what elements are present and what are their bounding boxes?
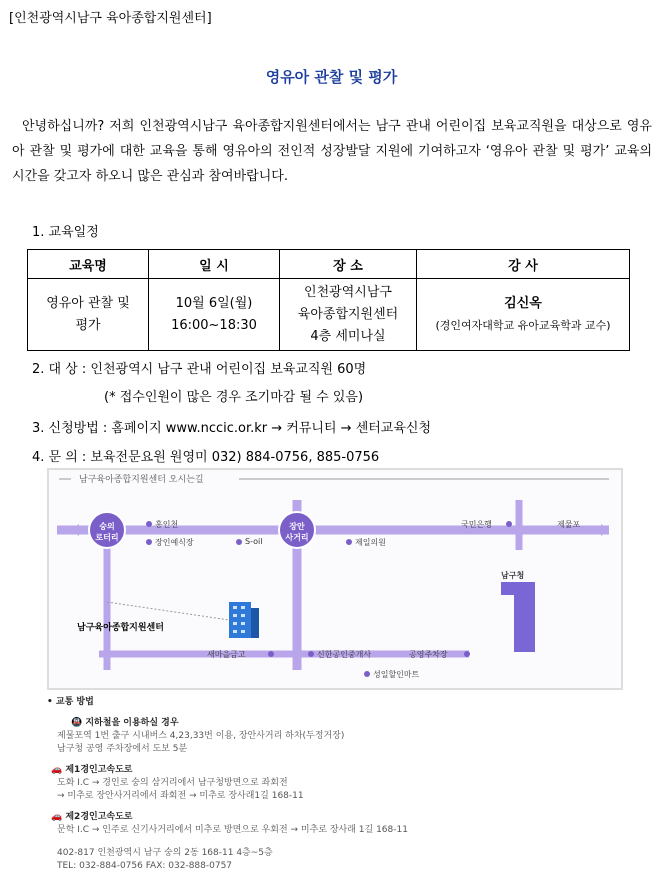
car-icon: 🚗 xyxy=(51,765,63,775)
map-rotary: 숭의 로터리 xyxy=(95,522,119,542)
place-line1: 인천광역시남구 xyxy=(304,284,392,300)
section-contact: 4. 문 의 : 보육전문요원 원영미 032) 884-0756, 885-0756 xyxy=(32,450,380,465)
subway-head-text: 지하철을 이용하실 경우 xyxy=(85,718,179,728)
hw1-heading xyxy=(47,764,619,777)
location-map xyxy=(47,468,623,690)
map-hongincheon: 홍인천 xyxy=(155,520,179,529)
car-icon: 🚗 xyxy=(51,812,63,822)
hw1-line2: → 미추로 장안사거리에서 좌회전 → 미추로 장사래1길 168-11 xyxy=(57,791,304,801)
th-datetime: 일 시 xyxy=(149,250,280,279)
intro-text: 안녕하십니까? 저희 인천광역시남구 육아종합지원센터에서는 남구 관내 어린이집 보육교직원을 대상으로 영유아 관찰 및 평가에 대한 교육을 통해 영유아의 전인적 성장발달 지원에 기여하고자 ‘영유아 관찰 및 평가’ 교육의 시간을 갖고자 하오니 많은 관심과 참여바랍니다. xyxy=(12,119,652,184)
hw2-head-text: 제2경인고속도로 xyxy=(65,812,133,822)
place-line2: 육아종합지원센터 xyxy=(297,306,399,322)
lecturer-affiliation: (경인여자대학교 유아교육학과 교수) xyxy=(435,318,611,332)
map-jeil: 제일의원 xyxy=(355,538,386,547)
table-header-row xyxy=(28,250,630,279)
map-kookmin: 국민은행 xyxy=(461,520,492,529)
transport-section xyxy=(47,696,619,873)
address-line: 402-817 인천광역시 남구 숭의 2동 168-11 4층~5층 xyxy=(57,848,273,858)
subway-icon: 🚇 xyxy=(71,718,83,728)
map-mart: 성일할인마트 xyxy=(373,670,420,679)
section-apply: 3. 신청방법 : 홈페이지 www.nccic.or.kr → 커뮤니티 → 센터교육신청 xyxy=(32,421,432,436)
cell-lecturer xyxy=(417,279,630,351)
section-schedule-heading: 1. 교육일정 xyxy=(32,225,99,240)
page-title: 영유아 관찰 및 평가 xyxy=(265,68,398,86)
section-target-note: (* 접수인원이 많은 경우 조기마감 될 수 있음) xyxy=(104,390,364,405)
map-shinhan: 신한공인중개사 xyxy=(317,650,372,659)
th-place: 장 소 xyxy=(280,250,417,279)
map-sagori: 장안 사거리 xyxy=(285,522,309,542)
map-parking: 공영주차장 xyxy=(409,650,448,659)
subway-line2: 남구청 공영 주차장에서 도보 5분 xyxy=(57,744,188,754)
map-jangan-wedding: 장인예식장 xyxy=(155,538,194,547)
th-lecturer: 강 사 xyxy=(417,250,630,279)
map-namgu-office: 남구청 xyxy=(501,571,525,580)
date-line2: 16:00~18:30 xyxy=(171,317,257,333)
place-line3: 4층 세미나실 xyxy=(310,328,386,344)
course-line2: 평가 xyxy=(75,317,101,333)
section-target: 2. 대 상 : 인천광역시 남구 관내 어린이집 보육교직원 60명 xyxy=(32,362,367,377)
cell-course xyxy=(28,279,149,351)
map-soil: S-oil xyxy=(245,537,263,546)
hw2-line1: 문학 I.C → 인주로 신기사거리에서 미추로 방면으로 우회전 → 미추로 장사래 1길 168-11 xyxy=(57,825,408,835)
hw1-head-text: 제1경인고속도로 xyxy=(65,765,133,775)
tel-line: TEL: 032-884-0756 FAX: 032-888-0757 xyxy=(57,861,233,871)
cell-place xyxy=(280,279,417,351)
hw2-heading xyxy=(47,811,619,824)
transport-title: • 교통 방법 xyxy=(47,697,94,707)
map-jewelpo: 제물포 xyxy=(557,520,581,529)
table-row xyxy=(28,279,630,351)
hw1-line1: 도화 I.C → 경인로 숭의 삼거리에서 남구청방면으로 좌회전 xyxy=(57,778,288,788)
lecturer-name: 김신옥 xyxy=(504,295,542,311)
intro-paragraph xyxy=(12,114,652,189)
cell-datetime xyxy=(149,279,280,351)
map-center: 남구육아종합지원센터 xyxy=(77,623,164,633)
subway-heading xyxy=(47,717,619,730)
map-title: 남구육아종합지원센터 오시는길 xyxy=(79,475,204,485)
th-course: 교육명 xyxy=(28,250,149,279)
schedule-table xyxy=(27,249,630,351)
course-line1: 영유아 관찰 및 xyxy=(46,295,130,311)
date-line1: 10월 6일(월) xyxy=(175,295,253,311)
header-label: [인천광역시남구 육아종합지원센터] xyxy=(9,11,212,26)
subway-line1: 제물포역 1번 출구 시내버스 4,23,33번 이용, 장안사거리 하차(두정거장) xyxy=(57,731,345,741)
map-saemaeul: 새마을금고 xyxy=(207,650,246,659)
